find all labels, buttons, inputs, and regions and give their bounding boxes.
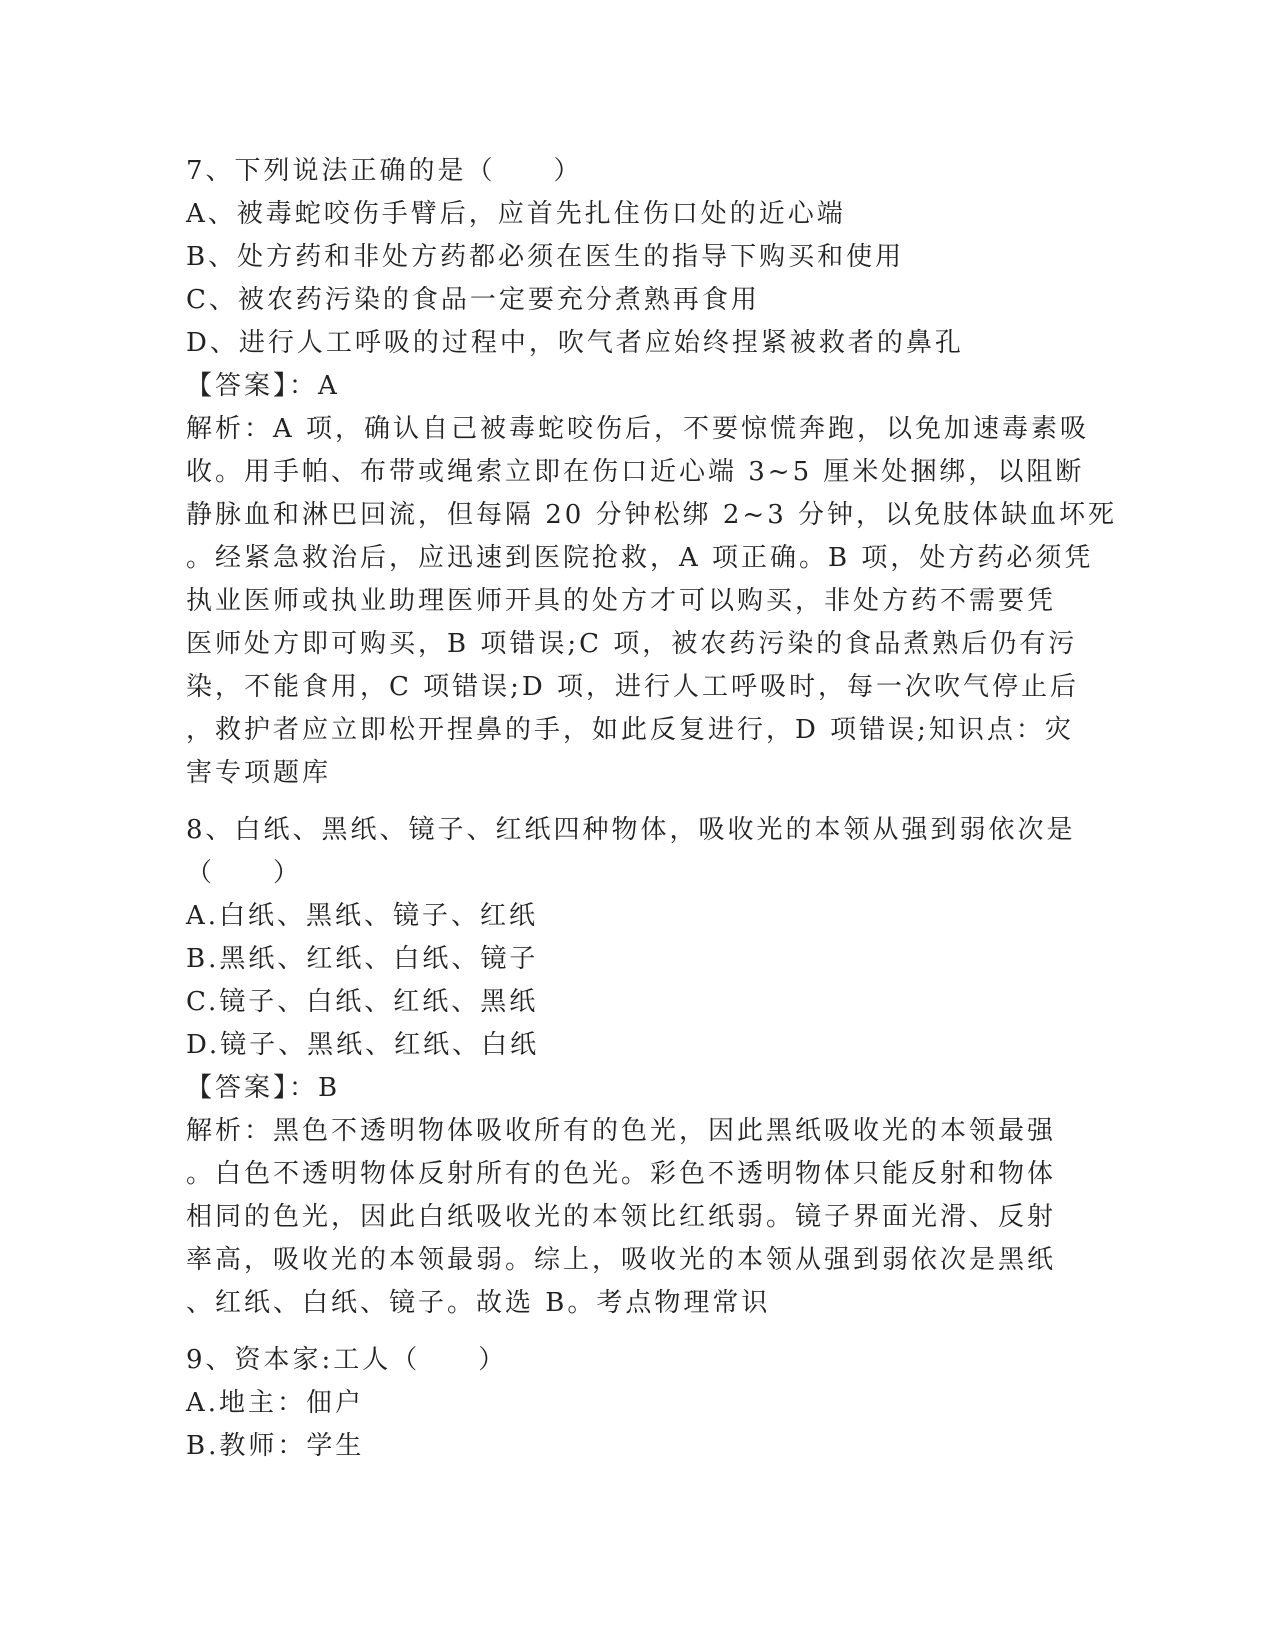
option-b: B.教师：学生 [186, 1431, 365, 1461]
explanation-line: 解析：黑色不透明物体吸收所有的色光，因此黑纸吸收光的本领最强 [186, 1116, 1057, 1146]
explanation-line: 执业医师或执业助理医师开具的处方才可以购买，非处方药不需要凭 [186, 586, 1057, 616]
explanation-line: 医师处方即可购买，B 项错误;C 项，被农药污染的食品煮熟后仍有污 [186, 629, 1078, 659]
question-stem: 7、下列说法正确的是（ ） [186, 156, 583, 186]
option-d: D.镜子、黑纸、红纸、白纸 [186, 1030, 540, 1060]
explanation-line: 收。用手帕、布带或绳索立即在伤口近心端 3~5 厘米处捆绑，以阻断 [186, 457, 1085, 487]
option-c: C、被农药污染的食品一定要充分煮熟再食用 [186, 285, 760, 315]
question-stem: 8、白纸、黑纸、镜子、红纸四种物体，吸收光的本领从强到弱依次是 [186, 815, 1076, 845]
explanation [186, 1110, 1086, 1325]
question-8 [186, 809, 1086, 1325]
option-b: B.黑纸、红纸、白纸、镜子 [186, 944, 539, 974]
question-stem: 9、资本家:工人（ ） [186, 1345, 508, 1375]
answer: 【答案】：B [186, 1073, 341, 1103]
question-9 [186, 1339, 1086, 1468]
answer: 【答案】：A [186, 371, 340, 401]
explanation-line: 害专项题库 [186, 758, 332, 788]
explanation-line: 、红纸、白纸、镜子。故选 B。考点物理常识 [186, 1288, 771, 1318]
option-d: D、进行人工呼吸的过程中，吹气者应始终捏紧被救者的鼻孔 [186, 328, 964, 358]
explanation-line: 。白色不透明物体反射所有的色光。彩色不透明物体只能反射和物体 [186, 1159, 1057, 1189]
explanation-line: ，救护者应立即松开捏鼻的手，如此反复进行，D 项错误;知识点：灾 [186, 715, 1074, 745]
explanation-line: 相同的色光，因此白纸吸收光的本领比红纸弱。镜子界面光滑、反射 [186, 1202, 1057, 1232]
document-content [186, 150, 1118, 1468]
question-stem-continued: （ ） [186, 858, 303, 888]
explanation-line: 。经紧急救治后，应迅速到医院抢救，A 项正确。B 项，处方药必须凭 [186, 543, 1094, 573]
explanation-line: 解析：A 项，确认自己被毒蛇咬伤后，不要惊慌奔跑，以免加速毒素吸 [186, 414, 1090, 444]
explanation [186, 408, 1118, 795]
option-b: B、处方药和非处方药都必须在医生的指导下购买和使用 [186, 242, 905, 272]
option-a: A、被毒蛇咬伤手臂后，应首先扎住伤口处的近心端 [186, 199, 846, 229]
explanation-line: 静脉血和淋巴回流，但每隔 20 分钟松绑 2~3 分钟，以免肢体缺血坏死 [186, 500, 1118, 530]
spacer [186, 1325, 1086, 1339]
option-a: A.白纸、黑纸、镜子、红纸 [186, 901, 539, 931]
explanation-line: 染，不能食用，C 项错误;D 项，进行人工呼吸时，每一次吹气停止后 [186, 672, 1080, 702]
spacer [186, 795, 1086, 809]
explanation-line: 率高，吸收光的本领最弱。综上，吸收光的本领从强到弱依次是黑纸 [186, 1245, 1057, 1275]
option-a: A.地主：佃户 [186, 1388, 365, 1418]
option-c: C.镜子、白纸、红纸、黑纸 [186, 987, 539, 1017]
question-7 [186, 150, 1118, 795]
